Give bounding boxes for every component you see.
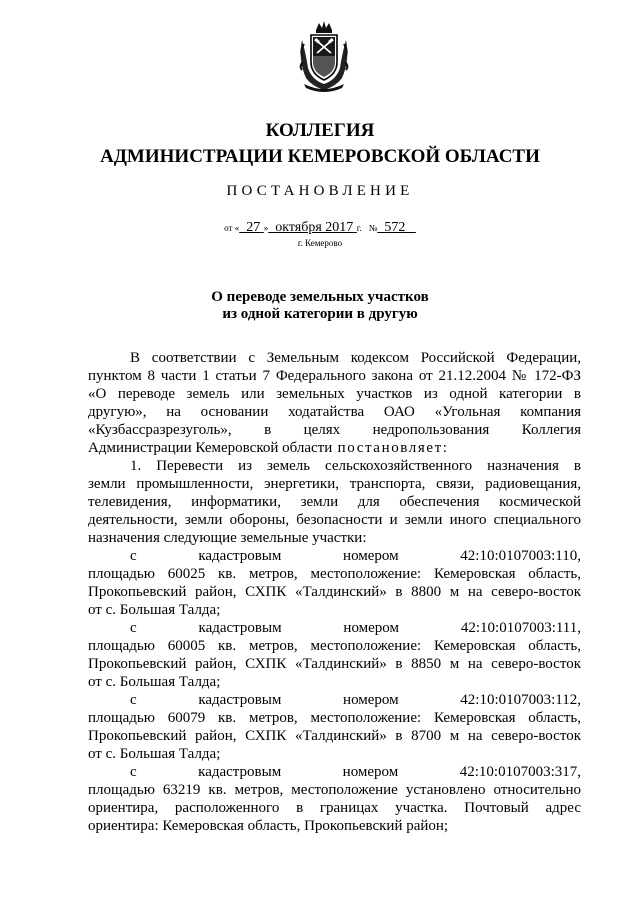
number-sign: № <box>368 223 378 233</box>
body-line: пунктом 8 части 1 статьи 7 Федерального закона от 21.12.2004 № 172-ФЗ <box>88 368 581 384</box>
city: г. Кемерово <box>297 238 343 248</box>
document-subject <box>0 289 640 323</box>
body-line: другую», на основании ходатайства ОАО «Угольная компания <box>88 404 581 420</box>
body-line: «Кузбассразрезуголь», в целях недропользования Коллегия <box>88 422 581 438</box>
date-quote-close: » <box>263 223 269 233</box>
body-line: 1. Перевести из земель сельскохозяйственного назначения в <box>130 458 581 474</box>
date-prefix: от « <box>224 223 240 233</box>
body-line: с кадастровым номером 42:10:0107003:111, <box>130 620 581 636</box>
body-line: Прокопьевский район, СХПК «Талдинский» в 8800 м на северо-восток <box>88 584 581 600</box>
body-line: от с. Большая Талда; <box>88 746 221 762</box>
resolves-word: постановляет: <box>332 440 449 456</box>
body-line: телевидения, информатики, земли для обеспечения космической <box>88 494 581 510</box>
body-line: «О переводе земель или земельных участков из одной категории в <box>88 386 581 402</box>
body-line: с кадастровым номером 42:10:0107003:112, <box>130 692 581 708</box>
body-line: площадью 60079 кв. метров, местоположение: Кемеровская область, <box>88 710 581 726</box>
subject-line: О переводе земельных участков <box>211 289 429 305</box>
body-line: площадью 60005 кв. метров, местоположение: Кемеровская область, <box>88 638 581 654</box>
body-line: назначения следующие земельные участки: <box>88 530 367 546</box>
coat-of-arms-emblem <box>296 20 352 92</box>
document-body <box>88 349 581 835</box>
header-title-administration: АДМИНИСТРАЦИИ КЕМЕРОВСКОЙ ОБЛАСТИ <box>100 146 540 167</box>
body-line: с кадастровым номером 42:10:0107003:317, <box>130 764 581 780</box>
body-line: деятельности, земли обороны, безопасности и земли иного специального <box>88 512 581 528</box>
body-line: Прокопьевский район, СХПК «Талдинский» в 8700 м на северо-восток <box>88 728 581 744</box>
body-line: Администрации Кемеровской области постановляет: <box>88 440 449 456</box>
body-line: от с. Большая Талда; <box>88 602 221 618</box>
body-line: земли промышленности, энергетики, транспорта, связи, радиовещания, <box>88 476 581 492</box>
body-line: ориентира, расположенного в границах участка. Почтовый адрес <box>88 800 581 816</box>
date-month-year: октября 2017 <box>275 220 354 235</box>
date-year-suffix: г. <box>356 223 362 233</box>
body-line: от с. Большая Талда; <box>88 674 221 690</box>
subject-line: из одной категории в другую <box>222 306 418 322</box>
body-line: площадью 60025 кв. метров, местоположение: Кемеровская область, <box>88 566 581 582</box>
date-number-line <box>0 219 640 237</box>
body-line: В соответствии с Земельным кодексом Российской Федерации, <box>130 350 581 366</box>
body-line: площадью 63219 кв. метров, местоположение установлено относительно <box>88 782 581 798</box>
document-number: 572 <box>384 220 406 235</box>
header-title-collegium: КОЛЛЕГИЯ <box>265 120 375 141</box>
document-type: ПОСТАНОВЛЕНИЕ <box>226 183 414 199</box>
body-line: с кадастровым номером 42:10:0107003:110, <box>130 548 581 564</box>
body-line: ориентира: Кемеровская область, Прокопьевский район; <box>88 818 449 834</box>
body-line: Прокопьевский район, СХПК «Талдинский» в 8850 м на северо-восток <box>88 656 581 672</box>
date-day: 27 <box>246 220 261 235</box>
